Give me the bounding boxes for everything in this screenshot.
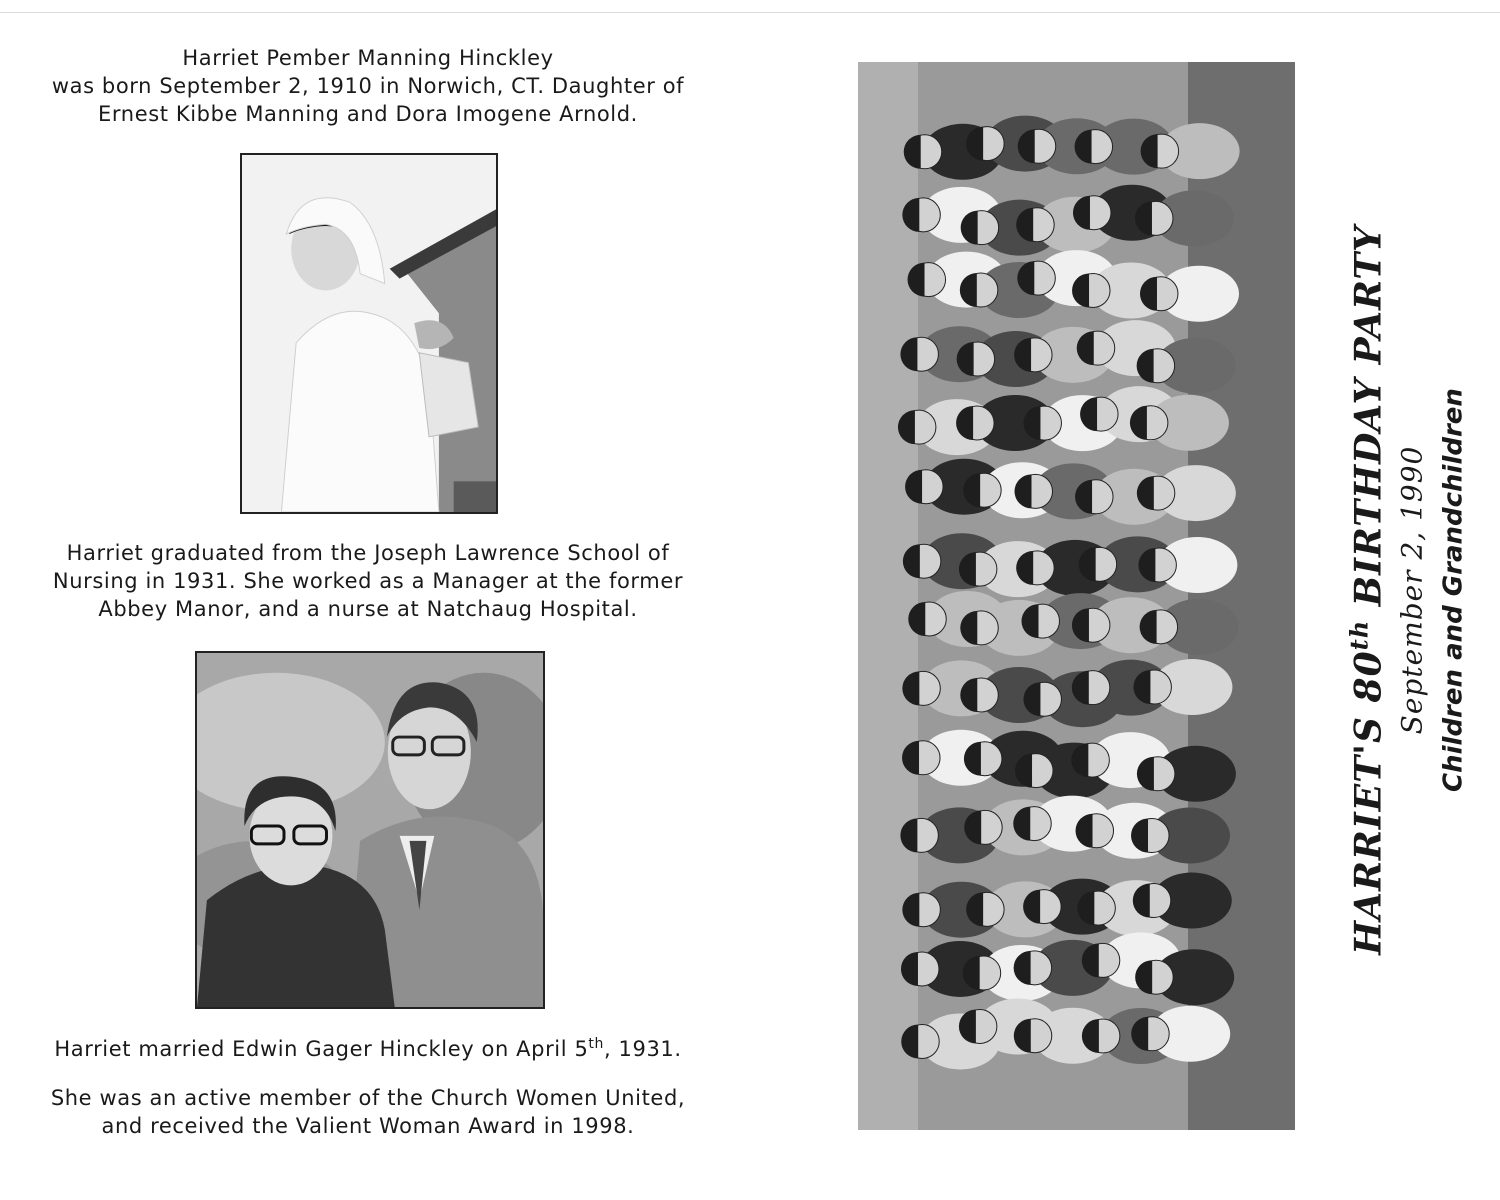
marriage-paragraph — [18, 1030, 718, 1063]
church-line-1: She was an active member of the Church Women United, — [50, 1086, 686, 1110]
top-rule — [0, 12, 1500, 13]
couple-photo — [195, 651, 545, 1009]
nurse-photo — [240, 153, 498, 514]
nursing-line-1: Harriet graduated from the Joseph Lawrence School of — [66, 541, 670, 565]
party-date: September 2, 1990 — [1395, 445, 1429, 735]
party-subtitle: Children and Grandchildren — [1438, 388, 1469, 792]
group-photo — [858, 62, 1295, 1130]
marriage-sup: th — [588, 1036, 604, 1052]
intro-line-3: Ernest Kibbe Manning and Dora Imogene Arnold. — [98, 102, 638, 126]
party-title: HARRIET'S 80th BIRTHDAY PARTY — [1344, 225, 1390, 955]
church-paragraph — [18, 1084, 718, 1140]
nursing-paragraph — [18, 539, 718, 623]
church-line-2: and received the Valient Woman Award in 1998. — [101, 1114, 635, 1138]
party-caption — [1330, 190, 1480, 990]
marriage-year: , 1931. — [603, 1037, 682, 1061]
nursing-line-3: Abbey Manor, and a nurse at Natchaug Hospital. — [98, 597, 638, 621]
intro-paragraph — [18, 44, 718, 128]
marriage-text: Harriet married Edwin Gager Hinckley on April 5 — [54, 1037, 589, 1061]
nursing-line-2: Nursing in 1931. She worked as a Manager at the former — [52, 569, 684, 593]
intro-line-2: was born September 2, 1910 in Norwich, CT. Daughter of — [51, 74, 685, 98]
intro-line-1: Harriet Pember Manning Hinckley — [182, 46, 554, 70]
